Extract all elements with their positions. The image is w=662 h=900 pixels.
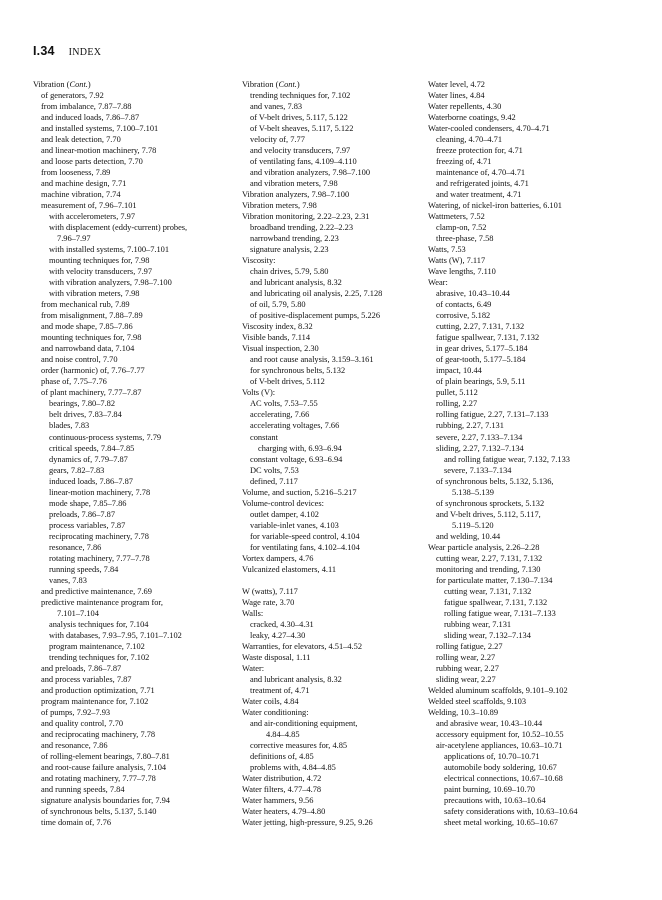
index-subentry: 5.119–5.120 — [452, 520, 494, 530]
index-subentry: of pumps, 7.92–7.93 — [41, 707, 111, 717]
index-subentry: rolling fatigue, 2.27 — [436, 641, 503, 651]
index-subentry: and preloads, 7.86–7.87 — [41, 663, 122, 673]
index-subentry: phase of, 7.75–7.76 — [41, 377, 107, 387]
index-entry: Visual inspection, 2.30 — [242, 344, 319, 354]
index-subentry: mode shape, 7.85–7.86 — [49, 498, 127, 508]
index-subentry: and loose parts detection, 7.70 — [41, 157, 143, 167]
index-subentry: cutting, 2.27, 7.131, 7.132 — [436, 322, 525, 332]
index-subentry: and rolling fatigue wear, 7.132, 7.133 — [444, 454, 570, 464]
index-subentry: program maintenance for, 7.102 — [41, 696, 149, 706]
index-subentry: sliding wear, 7.132–7.134 — [444, 630, 531, 640]
index-entry: Water-cooled condensers, 4.70–4.71 — [428, 124, 550, 134]
index-entry: Water hammers, 9.56 — [242, 796, 314, 805]
index-subentry: accessory equipment for, 10.52–10.55 — [436, 729, 564, 739]
index-subentry: 7.96–7.97 — [57, 234, 91, 244]
index-subentry: belt drives, 7.83–7.84 — [49, 410, 122, 420]
index-subentry: of oil, 5.79, 5.80 — [250, 300, 306, 310]
index-subentry: cleaning, 4.70–4.71 — [436, 135, 503, 145]
index-subentry: and reciprocating machinery, 7.78 — [41, 729, 156, 739]
index-entry: Vibration meters, 7.98 — [242, 201, 317, 211]
index-subentry: of contacts, 6.49 — [436, 300, 492, 310]
index-subentry: time domain of, 7.76 — [41, 818, 112, 828]
index-subentry: from misalignment, 7.88–7.89 — [41, 311, 143, 321]
index-subentry: variable-inlet vanes, 4.103 — [250, 520, 339, 530]
index-subentry: and induced loads, 7.86–7.87 — [41, 113, 140, 123]
index-entry: Watts (W), 7.117 — [428, 256, 486, 266]
index-subentry: and lubricant analysis, 8.32 — [250, 674, 342, 684]
index-subentry: blades, 7.83 — [49, 421, 90, 431]
index-subentry: accelerating, 7.66 — [250, 410, 310, 420]
index-subentry: of gear-tooth, 5.177–5.184 — [436, 355, 526, 365]
index-entry: Warranties, for elevators, 4.51–4.52 — [242, 641, 363, 651]
index-subentry: and vibration analyzers, 7.98–7.100 — [250, 168, 371, 178]
index-entry: Water lines, 4.84 — [428, 91, 485, 101]
index-subentry: chain drives, 5.79, 5.80 — [250, 267, 329, 277]
running-head: INDEX — [68, 47, 102, 58]
index-subentry: and production optimization, 7.71 — [41, 685, 155, 695]
index-subentry: and quality control, 7.70 — [41, 718, 124, 728]
index-subentry: measurement of, 7.96–7.101 — [41, 201, 137, 211]
index-subentry: mounting techniques for, 7.98 — [41, 333, 142, 343]
index-subentry: of synchronous sprockets, 5.132 — [436, 498, 545, 508]
index-subentry: trending techniques for, 7.102 — [49, 652, 150, 662]
index-entry: Watering, of nickel-iron batteries, 6.101 — [428, 201, 562, 211]
index-subentry: gears, 7.82–7.83 — [49, 465, 105, 475]
index-subentry: charging with, 6.93–6.94 — [258, 443, 342, 453]
index-subentry: and leak detection, 7.70 — [41, 135, 121, 145]
index-subentry: 7.101–7.104 — [57, 608, 99, 618]
index-subentry: and installed systems, 7.100–7.101 — [41, 124, 159, 134]
page-header — [33, 44, 101, 58]
index-subentry: outlet damper, 4.102 — [250, 509, 319, 519]
index-entry: Water coils, 4.84 — [242, 696, 299, 706]
index-subentry: and abrasive wear, 10.43–10.44 — [436, 718, 543, 728]
index-subentry: corrosive, 5.182 — [436, 311, 491, 321]
index-subentry: with databases, 7.93–7.95, 7.101–7.102 — [49, 630, 182, 640]
index-entry: Wave lengths, 7.110 — [428, 267, 496, 277]
index-subentry: and process variables, 7.87 — [41, 674, 132, 684]
index-subentry: pullet, 5.112 — [436, 388, 478, 398]
index-subentry: of synchronous belts, 5.137, 5.140 — [41, 807, 157, 817]
index-subentry: cutting wear, 2.27, 7.131, 7.132 — [436, 553, 543, 563]
index-subentry: of V-belt drives, 5.112 — [250, 377, 325, 387]
index-entry: Vibration monitoring, 2.22–2.23, 2.31 — [242, 212, 370, 222]
index-entry: Vulcanized elastomers, 4.11 — [242, 564, 337, 574]
index-subentry: sliding, 2.27, 7.132–7.134 — [436, 443, 524, 453]
index-subentry: freezing of, 4.71 — [436, 157, 492, 167]
index-subentry: maintenance of, 4.70–4.71 — [436, 168, 526, 178]
index-entry: Water filters, 4.77–4.78 — [242, 784, 322, 794]
index-subentry: with displacement (eddy-current) probes, — [49, 223, 188, 233]
index-subentry: of rolling-element bearings, 7.80–7.81 — [41, 751, 170, 761]
index-subentry: fatigue spallwear, 7.131, 7.132 — [436, 333, 540, 343]
index-subentry: automobile body soldering, 10.67 — [444, 762, 557, 772]
index-subentry: cracked, 4.30–4.31 — [250, 619, 314, 629]
index-subentry: signature analysis, 2.23 — [250, 245, 329, 255]
index-subentry: with accelerometers, 7.97 — [49, 212, 136, 222]
index-entry: Water conditioning: — [242, 707, 309, 717]
index-subentry: of plant machinery, 7.77–7.87 — [41, 388, 142, 398]
index-entry: Watts, 7.53 — [428, 245, 466, 255]
index-subentry: with installed systems, 7.100–7.101 — [49, 245, 170, 255]
index-subentry: vanes, 7.83 — [49, 575, 87, 585]
index-subentry: resonance, 7.86 — [49, 542, 102, 552]
index-subentry: critical speeds, 7.84–7.85 — [49, 443, 135, 453]
index-subentry: rubbing wear, 2.27 — [436, 663, 499, 673]
index-subentry: with vibration analyzers, 7.98–7.100 — [49, 278, 172, 288]
index-subentry: and welding, 10.44 — [436, 531, 501, 541]
index-subentry: and rotating machinery, 7.77–7.78 — [41, 773, 156, 783]
index-entry: Waste disposal, 1.11 — [242, 652, 311, 662]
index-subentry: defined, 7.117 — [250, 476, 298, 486]
index-subentry: and linear-motion machinery, 7.78 — [41, 146, 157, 156]
index-entry: Welding, 10.3–10.89 — [428, 707, 499, 717]
index-subentry: rolling wear, 2.27 — [436, 652, 496, 662]
index-subentry: and running speeds, 7.84 — [41, 785, 125, 794]
index-entry: Water distribution, 4.72 — [242, 773, 322, 783]
index-subentry: continuous-process systems, 7.79 — [49, 432, 162, 442]
index-entry: Water heaters, 4.79–4.80 — [242, 807, 326, 817]
index-subentry: and noise control, 7.70 — [41, 355, 118, 365]
index-subentry: and machine design, 7.71 — [41, 179, 127, 189]
index-subentry: narrowband trending, 2.23 — [250, 234, 339, 244]
index-subentry: process variables, 7.87 — [49, 520, 126, 530]
index-subentry: preloads, 7.86–7.87 — [49, 509, 116, 519]
index-subentry: velocity of, 7.77 — [250, 135, 305, 145]
index-subentry: from looseness, 7.89 — [41, 168, 111, 178]
index-entry: W (watts), 7.117 — [242, 586, 298, 596]
index-subentry: and lubricant analysis, 8.32 — [250, 278, 342, 288]
index-subentry: and lubricating oil analysis, 2.25, 7.128 — [250, 289, 383, 299]
index-entry: Water jetting, high-pressure, 9.25, 9.26 — [242, 818, 373, 828]
index-subentry: DC volts, 7.53 — [250, 465, 299, 475]
index-entry: Vibration (Cont.) — [33, 80, 91, 89]
index-subentry: and predictive maintenance, 7.69 — [41, 586, 152, 596]
index-entry: Walls: — [242, 608, 264, 618]
index-subentry: safety considerations with, 10.63–10.64 — [444, 807, 578, 817]
index-entry: Vortex dampers, 4.76 — [242, 553, 314, 563]
index-subentry: of plain bearings, 5.9, 5.11 — [436, 377, 526, 387]
index-subentry: and mode shape, 7.85–7.86 — [41, 322, 133, 332]
index-subentry: paint burning, 10.69–10.70 — [444, 785, 535, 794]
index-entry: Visible bands, 7.114 — [242, 333, 311, 343]
index-subentry: from mechanical rub, 7.89 — [41, 300, 130, 310]
index-subentry: of V-belt drives, 5.117, 5.122 — [250, 113, 348, 123]
index-subentry: rubbing wear, 7.131 — [444, 619, 512, 629]
index-subentry: treatment of, 4.71 — [250, 685, 310, 695]
index-subentry: of positive-displacement pumps, 5.226 — [250, 311, 381, 321]
index-subentry: trending techniques for, 7.102 — [250, 91, 351, 101]
index-subentry: for variable-speed control, 4.104 — [250, 531, 360, 541]
index-entry: Waterborne coatings, 9.42 — [428, 113, 516, 123]
index-entry: Viscosity: — [242, 256, 276, 266]
index-subentry: and narrowband data, 7.104 — [41, 344, 135, 354]
index-entry: Vibration analyzers, 7.98–7.100 — [242, 190, 350, 200]
index-subentry: and vibration meters, 7.98 — [250, 179, 338, 189]
index-subentry: dynamics of, 7.79–7.87 — [49, 454, 128, 464]
index-subentry: for particulate matter, 7.130–7.134 — [436, 575, 553, 585]
index-subentry: and air-conditioning equipment, — [250, 718, 358, 728]
index-subentry: of ventilating fans, 4.109–4.110 — [250, 157, 357, 167]
index-subentry: running speeds, 7.84 — [49, 564, 119, 574]
index-subentry: signature analysis boundaries for, 7.94 — [41, 796, 170, 806]
index-subentry: and water treatment, 4.71 — [436, 190, 522, 200]
index-subentry: sheet metal working, 10.65–10.67 — [444, 818, 558, 828]
index-subentry: problems with, 4.84–4.85 — [250, 762, 336, 772]
index-subentry: and root-cause failure analysis, 7.104 — [41, 762, 167, 772]
index-subentry: of synchronous belts, 5.132, 5.136, — [436, 476, 554, 486]
index-subentry: and refrigerated joints, 4.71 — [436, 179, 529, 189]
index-subentry: analysis techniques for, 7.104 — [49, 619, 149, 629]
index-column-3 — [428, 79, 628, 828]
index-subentry: precautions with, 10.63–10.64 — [444, 796, 546, 806]
index-entry: Wear particle analysis, 2.26–2.28 — [428, 542, 540, 552]
index-subentry: AC volts, 7.53–7.55 — [250, 399, 318, 409]
index-subentry: for ventilating fans, 4.102–4.104 — [250, 542, 360, 552]
index-subentry: leaky, 4.27–4.30 — [250, 630, 306, 640]
index-subentry: rolling fatigue, 2.27, 7.131–7.133 — [436, 410, 549, 420]
index-subentry: electrical connections, 10.67–10.68 — [444, 773, 563, 783]
index-subentry: of generators, 7.92 — [41, 91, 104, 101]
index-entry: Volts (V): — [242, 388, 276, 398]
index-subentry: severe, 7.133–7.134 — [444, 465, 512, 475]
index-subentry: cutting wear, 7.131, 7.132 — [444, 586, 532, 596]
index-entry: Welded aluminum scaffolds, 9.101–9.102 — [428, 685, 568, 695]
index-subentry: severe, 2.27, 7.133–7.134 — [436, 432, 523, 442]
index-subentry: air-acetylene appliances, 10.63–10.71 — [436, 740, 563, 750]
index-subentry: three-phase, 7.58 — [436, 234, 494, 244]
index-entry: Volume, and suction, 5.216–5.217 — [242, 487, 357, 497]
index-entry: Viscosity index, 8.32 — [242, 322, 313, 332]
index-entry: Water repellents, 4.30 — [428, 102, 502, 112]
index-subentry: 5.138–5.139 — [452, 487, 494, 497]
index-subentry: with vibration meters, 7.98 — [49, 289, 140, 299]
page-number: I.34 — [33, 44, 55, 58]
index-entry: Wear: — [428, 278, 448, 288]
index-subentry: and velocity transducers, 7.97 — [250, 146, 351, 156]
index-subentry: applications of, 10.70–10.71 — [444, 751, 540, 761]
index-entry: Wattmeters, 7.52 — [428, 212, 485, 222]
index-subentry: from imbalance, 7.87–7.88 — [41, 102, 132, 112]
index-column-2 — [242, 79, 432, 828]
index-entry: Water: — [242, 663, 265, 673]
index-subentry: 4.84–4.85 — [266, 729, 300, 739]
index-subentry: impact, 10.44 — [436, 366, 482, 376]
index-subentry: freeze protection for, 4.71 — [436, 146, 523, 156]
index-entry: Wage rate, 3.70 — [242, 597, 295, 607]
index-subentry: rubbing, 2.27, 7.131 — [436, 421, 504, 431]
index-subentry: predictive maintenance program for, — [41, 597, 163, 607]
index-subentry: constant voltage, 6.93–6.94 — [250, 454, 343, 464]
index-entry: Water level, 4.72 — [428, 80, 485, 89]
index-subentry: with velocity transducers, 7.97 — [49, 267, 153, 277]
index-entry: Volume-control devices: — [242, 498, 324, 508]
index-subentry: rolling, 2.27 — [436, 399, 478, 409]
index-subentry: reciprocating machinery, 7.78 — [49, 531, 149, 541]
index-subentry: program maintenance, 7.102 — [49, 641, 145, 651]
index-subentry: machine vibration, 7.74 — [41, 190, 121, 200]
index-subentry: order (harmonic) of, 7.76–7.77 — [41, 366, 145, 376]
index-subentry: fatigue spallwear, 7.131, 7.132 — [444, 597, 548, 607]
index-subentry: monitoring and trending, 7.130 — [436, 564, 541, 574]
index-subentry: and resonance, 7.86 — [41, 740, 108, 750]
index-subentry: rotating machinery, 7.77–7.78 — [49, 553, 150, 563]
index-entry: Welded steel scaffolds, 9.103 — [428, 696, 527, 706]
index-subentry: for synchronous belts, 5.132 — [250, 366, 346, 376]
index-subentry: sliding wear, 2.27 — [436, 674, 496, 684]
index-subentry: in gear drives, 5.177–5.184 — [436, 344, 528, 354]
index-subentry: abrasive, 10.43–10.44 — [436, 289, 510, 299]
index-subentry: accelerating voltages, 7.66 — [250, 421, 340, 431]
index-subentry: mounting techniques for, 7.98 — [49, 256, 150, 266]
index-subentry: and root cause analysis, 3.159–3.161 — [250, 355, 374, 365]
index-entry: Vibration (Cont.) — [242, 80, 300, 89]
index-subentry: definitions of, 4.85 — [250, 751, 314, 761]
index-subentry: and vanes, 7.83 — [250, 102, 303, 112]
index-entry — [242, 575, 432, 586]
index-subentry: constant — [250, 432, 278, 442]
index-column-1 — [33, 79, 223, 828]
index-subentry: bearings, 7.80–7.82 — [49, 399, 116, 409]
index-subentry: linear-motion machinery, 7.78 — [49, 487, 151, 497]
index-subentry: clamp-on, 7.52 — [436, 223, 487, 233]
index-subentry: and V-belt drives, 5.112, 5.117, — [436, 509, 541, 519]
index-subentry: rolling fatigue wear, 7.131–7.133 — [444, 608, 556, 618]
index-subentry: broadband trending, 2.22–2.23 — [250, 223, 354, 233]
index-subentry: corrective measures for, 4.85 — [250, 740, 348, 750]
index-subentry: induced loads, 7.86–7.87 — [49, 476, 133, 486]
index-subentry: of V-belt sheaves, 5.117, 5.122 — [250, 124, 354, 134]
